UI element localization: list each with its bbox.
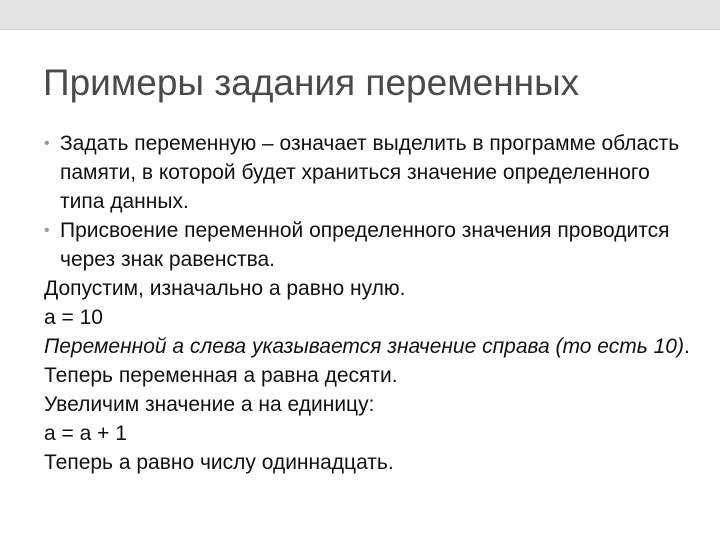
bullet-text: Задать переменную – означает выделить в программе область памяти, в которой будет храниться значение определенного типа данных.	[60, 132, 680, 213]
code-line: a = 10	[44, 306, 103, 329]
text-line: Допустим, изначально a равно нулю.	[44, 277, 406, 300]
text-line	[44, 332, 694, 390]
top-band	[0, 0, 720, 30]
slide-title: Примеры задания переменных	[43, 62, 580, 103]
code-line: a = a + 1	[44, 422, 127, 445]
bullet-dot-icon: •	[44, 222, 50, 239]
bullet-item	[44, 216, 694, 274]
text-span: . Теперь переменная a равна десяти.	[44, 335, 690, 387]
text-line: Теперь a равно числу одиннадцать.	[44, 451, 394, 474]
slide-content	[44, 129, 694, 477]
bullet-item	[44, 129, 694, 216]
bullet-dot-icon: •	[44, 135, 50, 152]
text-line: Увеличим значение a на единицу:	[44, 393, 375, 416]
bullet-text: Присвоение переменной определенного значения проводится через знак равенства.	[60, 219, 670, 271]
italic-text: Переменной a слева указывается значение справа (то есть 10)	[44, 335, 684, 358]
